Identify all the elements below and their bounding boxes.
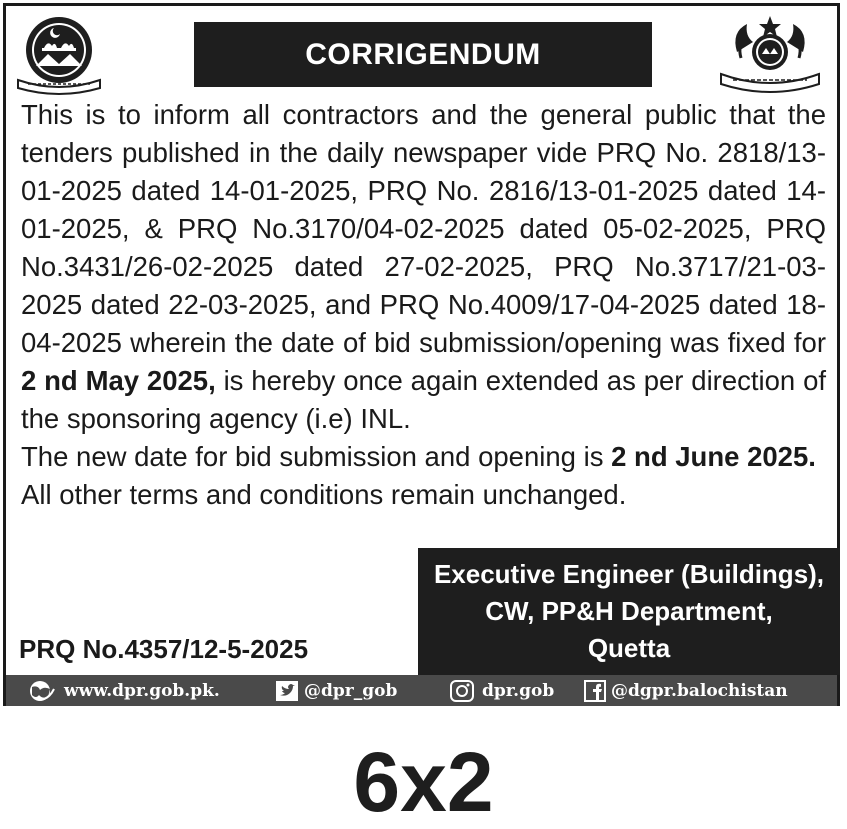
ad-size-label: 6x2: [353, 735, 494, 829]
globe-icon: [28, 679, 56, 703]
new-deadline: 2 nd June 2025.: [611, 441, 816, 472]
old-deadline: 2 nd May 2025,: [21, 365, 216, 396]
balochistan-government-emblem-icon: [14, 14, 104, 96]
page-title: CORRIGENDUM: [194, 22, 652, 87]
footer-bar: [6, 675, 837, 706]
prq-number: PRQ No.4357/12-5-2025: [19, 634, 309, 664]
footer-instagram[interactable]: dpr.gob: [450, 680, 554, 702]
instagram-icon: [450, 680, 474, 702]
signature-block: [418, 548, 840, 675]
facebook-icon: [584, 680, 606, 702]
new-date-line: The new date for bid submission and opening is 2 nd June 2025.: [21, 441, 816, 472]
notice-body: [21, 96, 826, 514]
footer-facebook[interactable]: @dgpr.balochistan: [584, 680, 788, 702]
notice-paragraph: This is to inform all contractors and the general public that the tenders published in the daily newspaper vide PRQ No. 2818/13-01-2025 dated 14-01-2025, PRQ No. 2816/13-01-2025 dated 14-01-2025, & PRQ No.3170/04-02-2025 dated 05-02-2025, PRQ No.3431/26-02-2025 dated 27-02-2025, PRQ No.3717/21-03-2025 dated 22-03-2025, and PRQ No.4009/17-04-2025 dated 18-04-2025 wherein the date of bid submission/opening was fixed for 2 nd May 2025, is hereby once again extended as per direction of the sponsoring agency (i.e) INL.: [21, 99, 827, 434]
terms-line: All other terms and conditions remain unchanged.: [21, 479, 627, 510]
signature-city: Quetta: [587, 633, 671, 663]
footer-website[interactable]: www.dpr.gob.pk.: [28, 679, 220, 703]
dgpr-balochistan-emblem-icon: [715, 12, 825, 98]
twitter-icon: [276, 681, 298, 701]
signature-title: Executive Engineer (Buildings),: [433, 559, 825, 589]
signature-department: CW, PP&H Department,: [485, 596, 773, 626]
footer-twitter[interactable]: @dpr_gob: [276, 681, 397, 701]
